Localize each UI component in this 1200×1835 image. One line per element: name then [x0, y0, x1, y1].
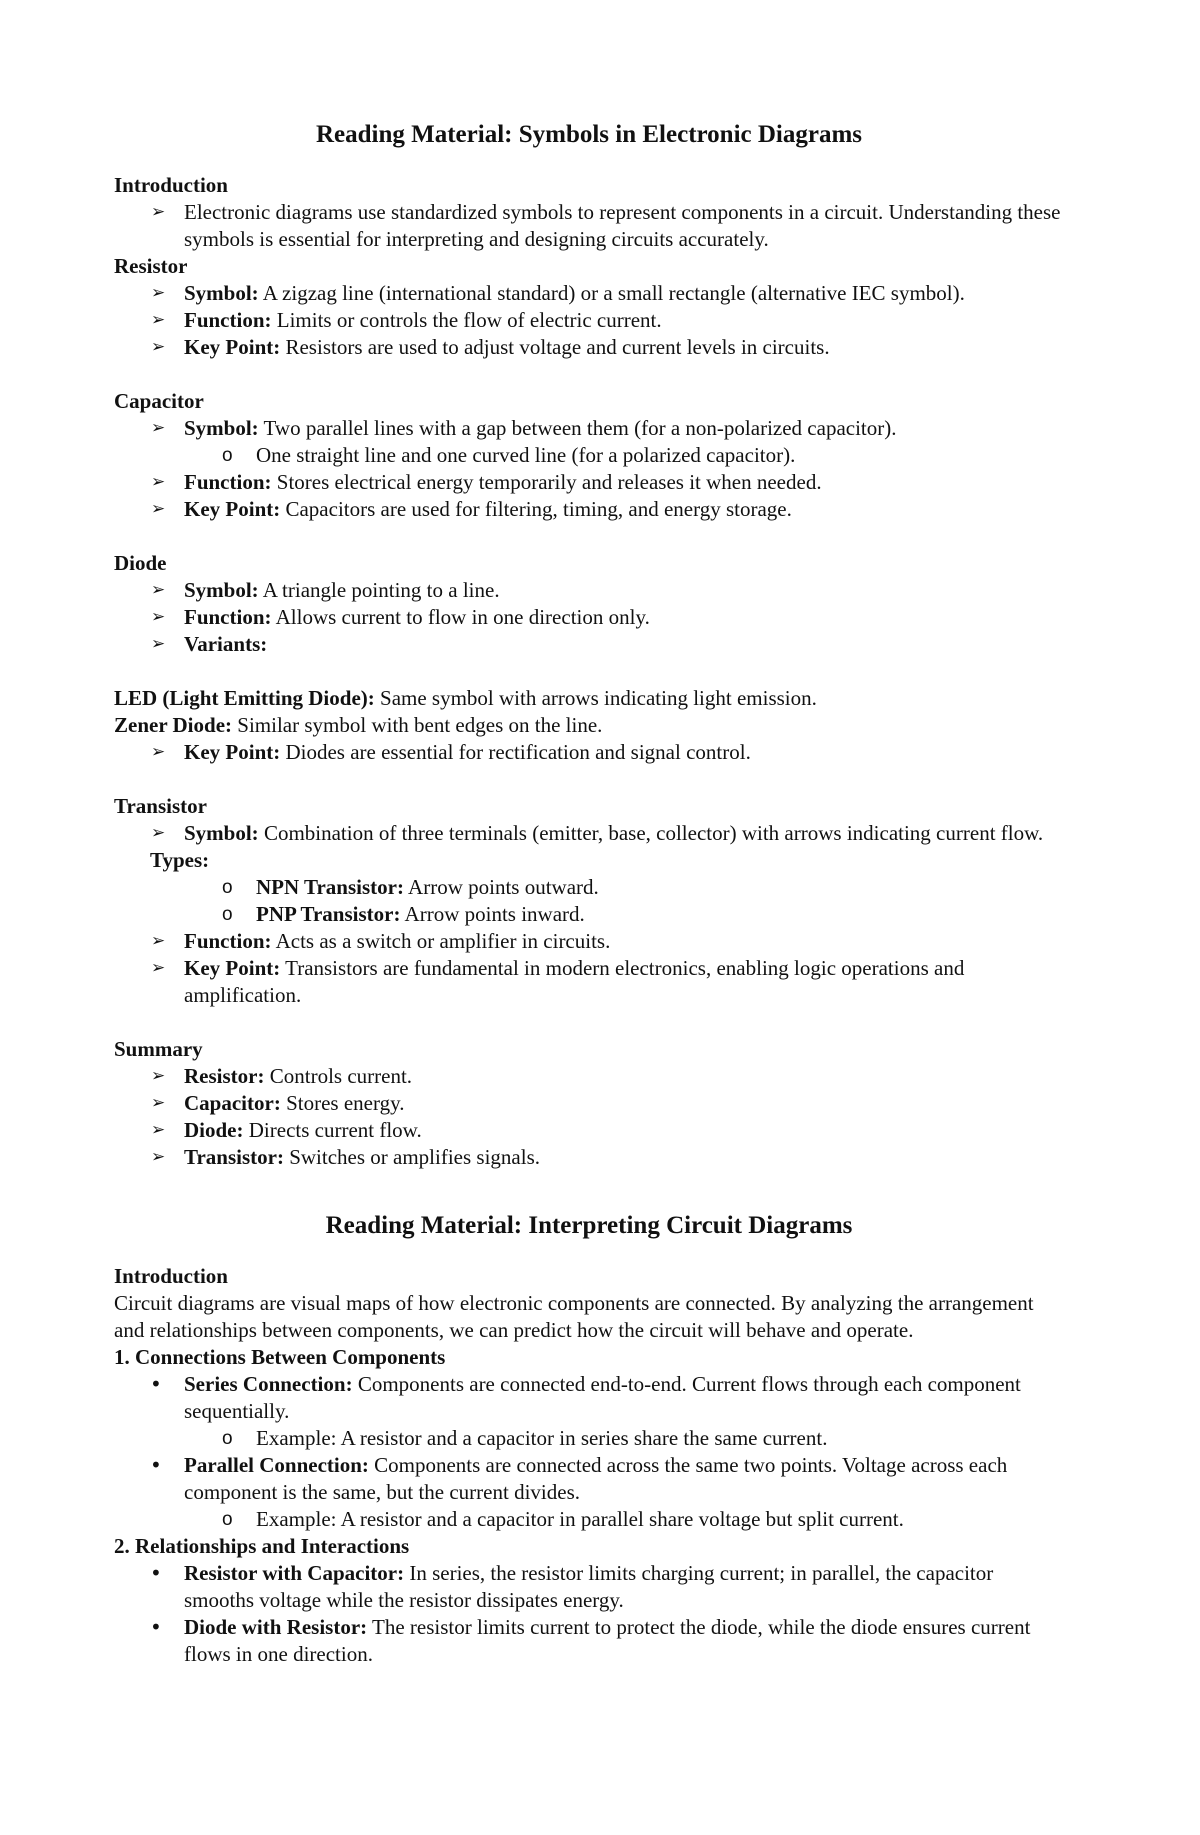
zener-line [114, 712, 1064, 739]
spacer [114, 523, 1064, 550]
item-text: Arrow points inward. [400, 902, 585, 926]
led-line [114, 685, 1064, 712]
resistor-heading: Resistor [114, 254, 188, 278]
section2-list [114, 1560, 1064, 1668]
item-label: NPN Transistor: [256, 875, 404, 899]
item-text: Stores electrical energy temporarily and releases it when needed. [271, 470, 822, 494]
sub-list-item: o Example: A resistor and a capacitor in series share the same current. [114, 1425, 1064, 1452]
zener-label: Zener Diode: [114, 713, 233, 737]
transistor-list [114, 820, 1064, 847]
list-item [114, 1090, 1064, 1117]
item-text: Limits or controls the flow of electric current. [271, 308, 662, 332]
item-label: Transistor: [184, 1145, 284, 1169]
transistor-heading: Transistor [114, 794, 207, 818]
item-text: Combination of three terminals (emitter, base, collector) with arrows indicating current flow. [258, 821, 1044, 845]
item-text: Resistors are used to adjust voltage and current levels in circuits. [280, 335, 830, 359]
item-text: The resistor limits current to protect the diode, while the diode ensures current flows in one direction. [184, 1615, 1031, 1666]
section2-heading: 2. Relationships and Interactions [114, 1534, 410, 1558]
list-item [114, 307, 1064, 334]
item-label: Symbol: [184, 416, 259, 440]
list-item [114, 496, 1064, 523]
item-label: Symbol: [184, 578, 259, 602]
list-item [114, 739, 1064, 766]
item-label: Diode: [184, 1118, 244, 1142]
spacer [114, 658, 1064, 685]
list-item [114, 469, 1064, 496]
item-text: Allows current to flow in one direction only. [271, 605, 650, 629]
doc-title-symbols: Reading Material: Symbols in Electronic Diagrams [315, 121, 863, 148]
spacer [114, 766, 1064, 793]
item-text: Transistors are fundamental in modern electronics, enabling logic operations and amplification. [184, 956, 965, 1007]
list-item [114, 577, 1064, 604]
section1-heading: 1. Connections Between Components [114, 1345, 446, 1369]
item-label: Resistor: [184, 1064, 265, 1088]
transistor-list-2 [114, 928, 1064, 1009]
list-item [114, 1452, 1064, 1506]
item-text: Arrow points outward. [403, 875, 599, 899]
diode-key-list [114, 739, 1064, 766]
item-label: Key Point: [184, 335, 281, 359]
summary-list [114, 1063, 1064, 1171]
section1-list [114, 1371, 1064, 1533]
diode-list [114, 577, 1064, 658]
item-text: Directs current flow. [243, 1118, 422, 1142]
list-item [114, 1063, 1064, 1090]
zener-text: Similar symbol with bent edges on the line. [232, 713, 603, 737]
list-item [114, 1144, 1064, 1171]
item-label: Function: [184, 605, 272, 629]
list-item [114, 820, 1064, 847]
list-item [114, 1614, 1064, 1668]
sub-list-item [114, 874, 1064, 901]
list-item [114, 955, 1064, 1009]
list-item [114, 1371, 1064, 1425]
item-text: In series, the resistor limits charging current; in parallel, the capacitor smooths voltage while the resistor dissipates energy. [184, 1561, 994, 1612]
intro-item: ➢ Electronic diagrams use standardized symbols to represent components in a circuit. Understanding these symbols is essential for interpreting and designing circuits accurately. [114, 199, 1064, 253]
item-text: Stores energy. [280, 1091, 405, 1115]
sub-list-item: o Example: A resistor and a capacitor in parallel share voltage but split current. [114, 1506, 1064, 1533]
diode-heading: Diode [114, 551, 167, 575]
item-label: Key Point: [184, 956, 281, 980]
item-text: Components are connected end-to-end. Current flows through each component sequentially. [184, 1372, 1021, 1423]
types-label: Types: [150, 848, 210, 872]
item-label: Resistor with Capacitor: [184, 1561, 405, 1585]
item-label: Symbol: [184, 821, 259, 845]
intro-list [114, 199, 1064, 253]
capacitor-list [114, 415, 1064, 523]
intro-heading: Introduction [114, 173, 228, 197]
resistor-list [114, 280, 1064, 361]
item-label: Function: [184, 470, 272, 494]
list-item [114, 1117, 1064, 1144]
item-label: Function: [184, 308, 272, 332]
item-label: Diode with Resistor: [184, 1615, 368, 1639]
item-label: Series Connection: [184, 1372, 353, 1396]
summary-heading: Summary [114, 1037, 203, 1061]
item-text: Switches or amplifies signals. [283, 1145, 540, 1169]
item-text: Acts as a switch or amplifier in circuits. [271, 929, 611, 953]
list-item [114, 631, 1064, 658]
item-text: A triangle pointing to a line. [258, 578, 500, 602]
list-item [114, 928, 1064, 955]
item-label: Symbol: [184, 281, 259, 305]
item-text: Capacitors are used for filtering, timing, and energy storage. [280, 497, 792, 521]
list-item [114, 415, 1064, 442]
item-label: Key Point: [184, 497, 281, 521]
list-item [114, 334, 1064, 361]
item-text: Two parallel lines with a gap between them (for a non-polarized capacitor). [258, 416, 897, 440]
item-text: Components are connected across the same two points. Voltage across each component is the same, but the current divides. [184, 1453, 1008, 1504]
list-item [114, 604, 1064, 631]
item-label: Capacitor: [184, 1091, 281, 1115]
item-text: Controls current. [264, 1064, 413, 1088]
item-label: Parallel Connection: [184, 1453, 369, 1477]
intro2-heading: Introduction [114, 1264, 228, 1288]
sub-list-item: o One straight line and one curved line (for a polarized capacitor). [114, 442, 1064, 469]
sub-list-item [114, 901, 1064, 928]
types-list [114, 874, 1064, 928]
item-label: Variants: [184, 632, 268, 656]
capacitor-heading: Capacitor [114, 389, 204, 413]
led-text: Same symbol with arrows indicating light emission. [374, 686, 817, 710]
intro2-text: Circuit diagrams are visual maps of how electronic components are connected. By analyzing the arrangement and relationships between components, we can predict how the circuit will behave and operate. [114, 1291, 1034, 1342]
list-item [114, 1560, 1064, 1614]
item-label: Key Point: [184, 740, 281, 764]
led-label: LED (Light Emitting Diode): [114, 686, 375, 710]
spacer [114, 1009, 1064, 1036]
item-text: A zigzag line (international standard) or a small rectangle (alternative IEC symbol). [258, 281, 965, 305]
item-label: Function: [184, 929, 272, 953]
doc-title-interpreting: Reading Material: Interpreting Circuit Diagrams [325, 1212, 853, 1239]
item-text: Diodes are essential for rectification and signal control. [280, 740, 751, 764]
list-item [114, 280, 1064, 307]
spacer [114, 361, 1064, 388]
item-label: PNP Transistor: [256, 902, 401, 926]
